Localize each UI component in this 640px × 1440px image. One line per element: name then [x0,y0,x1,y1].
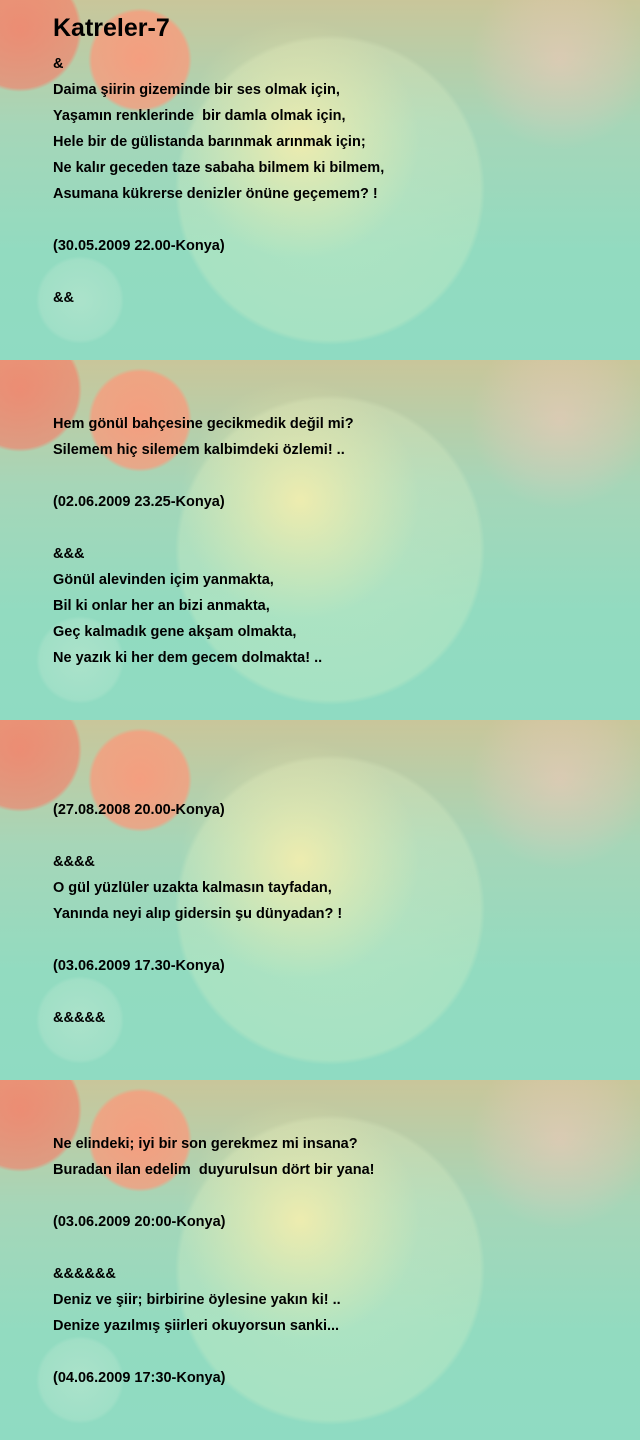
poem-line [53,259,613,285]
poem-line: (30.05.2009 22.00-Konya) [53,238,225,254]
poem-panel-1 [0,0,640,360]
poem-line: &&&& [53,854,95,870]
poem-line: (27.08.2008 20.00-Konya) [53,802,225,818]
poem-panel-3 [0,720,640,1080]
poem-line [53,823,613,849]
poem-line [53,927,613,953]
poem-line: (03.06.2009 20:00-Konya) [53,1214,226,1230]
poem-line: Yanında neyi alıp gidersin şu dünyadan? ! [53,906,343,922]
poem-line: Geç kalmadık gene akşam olmakta, [53,624,297,640]
poem-line: Hem gönül bahçesine gecikmedik değil mi? [53,416,354,432]
poem-line: Ne kalır geceden taze sabaha bilmem ki bilmem, [53,160,385,176]
poem-line: &&& [53,546,85,562]
poem-line: Hele bir de gülistanda barınmak arınmak için; [53,134,366,150]
page-title: Katreler-7 [53,14,170,42]
poem-line: (04.06.2009 17:30-Konya) [53,1370,226,1386]
poem-lines [53,1131,613,1391]
poem-lines [53,411,613,671]
poem-line [53,515,613,541]
poem-line: &&&&& [53,1010,106,1026]
poem-line [53,979,613,1005]
poem-line: Denize yazılmış şiirleri okuyorsun sanki... [53,1318,340,1334]
poem-lines [53,797,613,1031]
poem-line: Buradan ilan edelim duyurulsun dört bir yana! [53,1162,375,1178]
poem-line: Ne yazık ki her dem gecem dolmakta! .. [53,650,323,666]
poem-line [53,463,613,489]
poem-line: (03.06.2009 17.30-Konya) [53,958,225,974]
poem-line [53,207,613,233]
poem-line: Silemem hiç silemem kalbimdeki özlemi! .. [53,442,345,458]
poem-line [53,1183,613,1209]
poem-line [53,1339,613,1365]
poem-line: & [53,56,64,72]
poem-line: Daima şiirin gizeminde bir ses olmak için, [53,82,340,98]
poem-line: Bil ki onlar her an bizi anmakta, [53,598,270,614]
poem-line [53,1235,613,1261]
poem-line: && [53,290,74,306]
poem-line: Deniz ve şiir; birbirine öylesine yakın ki! .. [53,1292,341,1308]
poem-line: Asumana kükrerse denizler önüne geçemem? ! [53,186,378,202]
poem-line: Yaşamın renklerinde bir damla olmak için, [53,108,346,124]
poem-line: &&&&&& [53,1266,116,1282]
poem-panel-2 [0,360,640,720]
poem-line: (02.06.2009 23.25-Konya) [53,494,225,510]
poem-line: Gönül alevinden içim yanmakta, [53,572,274,588]
poem-panel-4 [0,1080,640,1440]
poem-line: Ne elindeki; iyi bir son gerekmez mi insana? [53,1136,358,1152]
poem-line: O gül yüzlüler uzakta kalmasın tayfadan, [53,880,332,896]
poem-lines [53,51,613,311]
